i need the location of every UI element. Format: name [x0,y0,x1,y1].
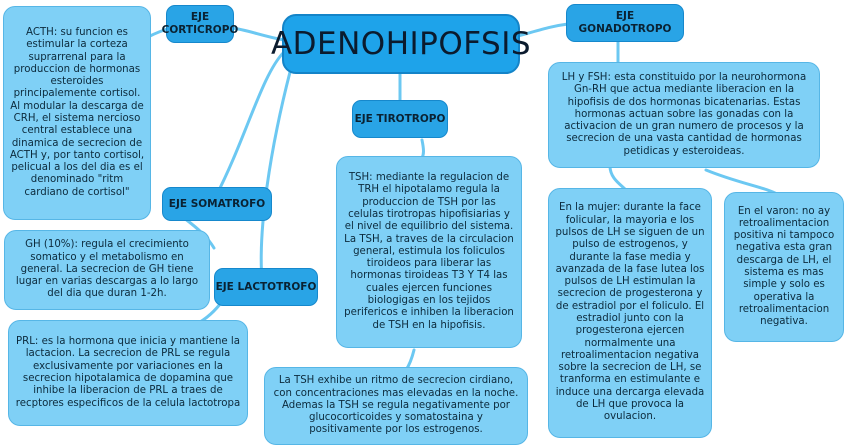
central-title-text: ADENOHIPOFSIS [270,26,532,62]
mujer-note-text: En la mujer: durante la face folicular, la mayoria e los pulsos de LH se siguen de un pulso de estrogenos, y durante la fase media y avanzada de la fase lutea los pulsos de LH estimulan la secrecion de progesterona y de estradiol por el foliculo. El estradiol junto con la progesterona ejercen normalmente una retroalimentacion negativa sobre la secrecion de LH, se tranforma en estimulante e induce una dercarga elevada de LH que provoca la ovulacion. [555,202,705,423]
axis-tirotropo-label: EJE TIROTROPO [354,112,446,125]
tsh-rhythm-note-text: La TSH exhibe un ritmo de secrecion cirdiano, con concentraciones mas elevadas en la noche. Ademas la TSH se regula negativamente por glucocorticoides y somatostaina y positivamente por los estrogenos. [273,375,519,436]
tsh-note [336,156,522,348]
gh-note-text: GH (10%): regula el crecimiento somatico y el metabolismo en general. La secrecion de GH tiene lugar en varias descargas a lo largo del dia que duran 1-2h. [15,239,199,300]
lh-fsh-note [548,62,820,168]
axis-lactotrofo-label: EJE LACTOTROFO [215,280,317,293]
axis-somatrofo [162,187,272,221]
axis-somatrofo-label: EJE SOMATROFO [168,197,266,210]
tsh-note-text: TSH: mediante la regulacion de TRH el hipotalamo regula la produccion de TSH por las celulas tirotropas hipofisiarias y el nivel de equilibrio del sistema. La TSH, a traves de la circulacion general, estimula los foliculos tiroideos para liberar las hormonas tiroideas T3 Y T4 las cuales ejercen funciones biologigas en los tejidos perifericos e inhiben la liberacion de TSH en la hipofisis. [344,172,514,331]
prl-note-text: PRL: es la hormona que inicia y mantiene la lactacion. La secrecion de PRL se regula exclusivamente por variaciones en la secrecion hipotalamica de dopamina que inhibe la liberacion de PRL a traes de recptores especificos de la celula lactotropa [15,336,241,409]
axis-gonadotropo [566,4,684,42]
gh-note [4,230,210,310]
axis-gonadotropo-label: EJE GONADOTROPO [578,10,672,35]
axis-tirotropo [352,100,448,138]
axis-lactotrofo [214,268,318,306]
tsh-rhythm-note [264,367,528,445]
varon-note [724,192,844,342]
lh-fsh-note-text: LH y FSH: esta constituido por la neurohormona Gn-RH que actua mediante liberacion en la hipofisis de dos hormonas bicatenarias. Estas hormonas actuan sobre las gonadas con la activacion de un gran numero de procesos y la secrecion de una vasta cantidad de hormonas petidicas y esteroideas. [561,71,807,157]
varon-note-text: En el varon: no ay retroalimentacion positiva ni tampoco negativa esta gran descarga de LH, el sistema es mas simple y solo es operativa la retroalimentacion negativa. [733,205,835,328]
axis-corticotropo [161,5,239,43]
acth-note-text: ACTH: su funcion es estimular la corteza suprarrenal para la produccion de hormonas esteroides principalemente cortisol. Al modular la descarga de CRH, el sistema nercioso central establece una dinamica de secrecion de ACTH y, por tanto cortisol, pelicual a los del dia es el denominado "ritm cardiano de cortisol" [9,26,145,198]
mujer-note [548,188,712,438]
axis-corticotropo-label: EJE CORTICROPO [161,11,239,36]
central-title [270,14,532,74]
acth-note [3,6,151,220]
prl-note [8,320,248,426]
